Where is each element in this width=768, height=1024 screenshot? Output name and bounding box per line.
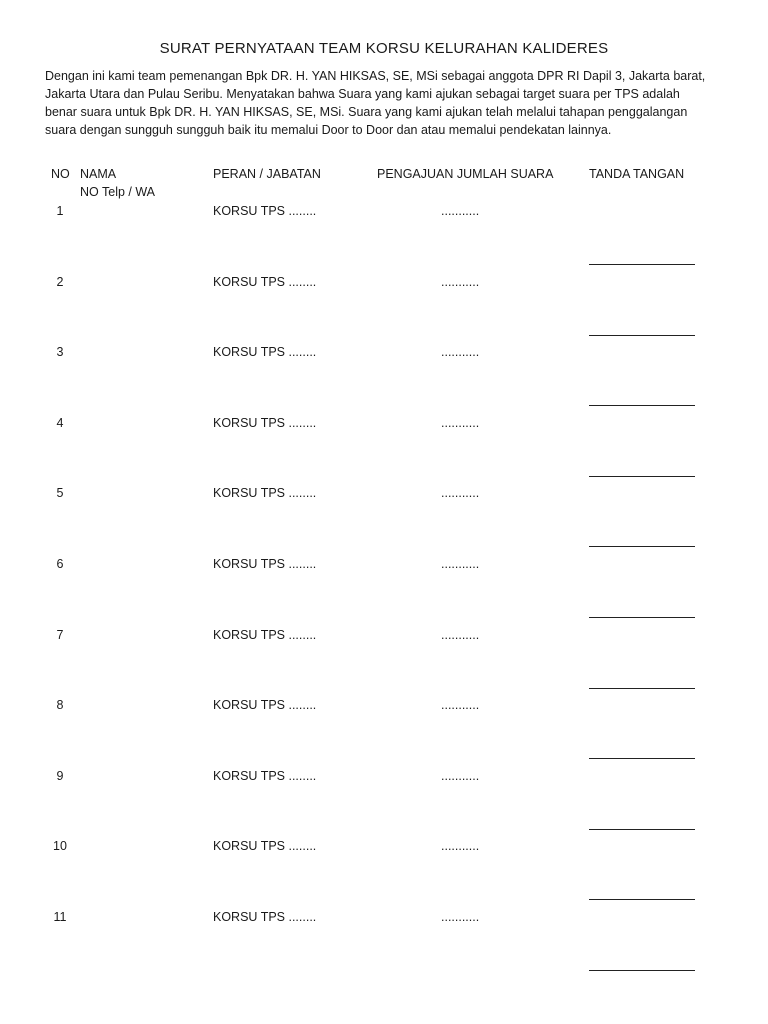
row-peran: KORSU TPS ........ <box>213 415 317 430</box>
row-peran: KORSU TPS ........ <box>213 274 317 289</box>
row-suara: ........... <box>441 910 480 924</box>
table-row <box>0 908 768 979</box>
signature-line <box>589 829 695 830</box>
row-suara: ........... <box>441 627 480 642</box>
row-peran: KORSU TPS ........ <box>213 839 317 854</box>
row-suara: ........... <box>441 204 480 218</box>
row-peran: KORSU TPS ........ <box>213 557 317 571</box>
row-number: 4 <box>56 415 64 430</box>
signature-line <box>589 264 695 265</box>
header-nama-label: NAMA <box>80 167 117 181</box>
row-number: 11 <box>53 910 67 924</box>
row-number: 1 <box>56 204 64 218</box>
signature-line <box>589 546 695 547</box>
row-peran: KORSU TPS ........ <box>213 486 317 501</box>
table-row <box>0 273 768 344</box>
signature-line <box>589 335 695 336</box>
table-row <box>0 484 768 555</box>
header-tanda-tangan: TANDA TANGAN <box>589 167 685 181</box>
table-row <box>0 202 768 273</box>
row-suara: ........... <box>441 345 480 360</box>
table-row <box>0 414 768 485</box>
row-suara: ........... <box>441 415 480 430</box>
row-number: 7 <box>56 627 64 642</box>
row-peran: KORSU TPS ........ <box>213 910 317 924</box>
signature-line <box>589 899 695 900</box>
row-number: 8 <box>56 698 64 713</box>
row-suara: ........... <box>441 486 480 501</box>
intro-line: suara dengan sungguh sungguh baik itu memalui Door to Door dan atau memalui pendekatan lainnya. <box>45 123 612 137</box>
row-suara: ........... <box>441 768 480 783</box>
table-row <box>0 626 768 697</box>
row-suara: ........... <box>441 274 480 289</box>
row-number: 5 <box>56 486 64 501</box>
row-peran: KORSU TPS ........ <box>213 204 317 218</box>
row-number: 6 <box>56 557 64 571</box>
row-number: 10 <box>53 839 67 854</box>
row-number: 9 <box>56 768 64 783</box>
row-number: 3 <box>56 345 64 360</box>
signature-line <box>589 405 695 406</box>
header-peran: PERAN / JABATAN <box>213 167 321 181</box>
row-number: 2 <box>56 274 64 289</box>
row-suara: ........... <box>441 839 480 854</box>
row-peran: KORSU TPS ........ <box>213 698 317 713</box>
table-row <box>0 343 768 414</box>
signature-line <box>589 758 695 759</box>
table-row <box>0 555 768 626</box>
row-peran: KORSU TPS ........ <box>213 768 317 783</box>
table-row <box>0 696 768 767</box>
signature-line <box>589 970 695 971</box>
header-no: NO <box>51 167 70 181</box>
signature-line <box>589 617 695 618</box>
signature-line <box>589 476 695 477</box>
intro-line: benar suara untuk Bpk DR. H. YAN HIKSAS, SE, MSi. Suara yang kami ajukan telah melalui tahapan penggalangan <box>45 105 688 119</box>
header-suara: PENGAJUAN JUMLAH SUARA <box>377 167 554 181</box>
row-suara: ........... <box>441 557 480 571</box>
table-row <box>0 767 768 838</box>
signature-line <box>589 688 695 689</box>
header-nama-sub: NO Telp / WA <box>80 185 156 199</box>
row-suara: ........... <box>441 698 480 713</box>
table-row <box>0 837 768 908</box>
row-peran: KORSU TPS ........ <box>213 345 317 360</box>
intro-line: Dengan ini kami team pemenangan Bpk DR. H. YAN HIKSAS, SE, MSi sebagai anggota DPR RI Dapil 3, Jakarta barat, <box>45 69 706 83</box>
document-title: SURAT PERNYATAAN TEAM KORSU KELURAHAN KALIDERES <box>159 40 609 57</box>
intro-line: Jakarta Utara dan Pulau Seribu. Menyatakan bahwa Suara yang kami ajukan sebagai target suara per TPS adalah <box>45 87 680 101</box>
row-peran: KORSU TPS ........ <box>213 627 317 642</box>
